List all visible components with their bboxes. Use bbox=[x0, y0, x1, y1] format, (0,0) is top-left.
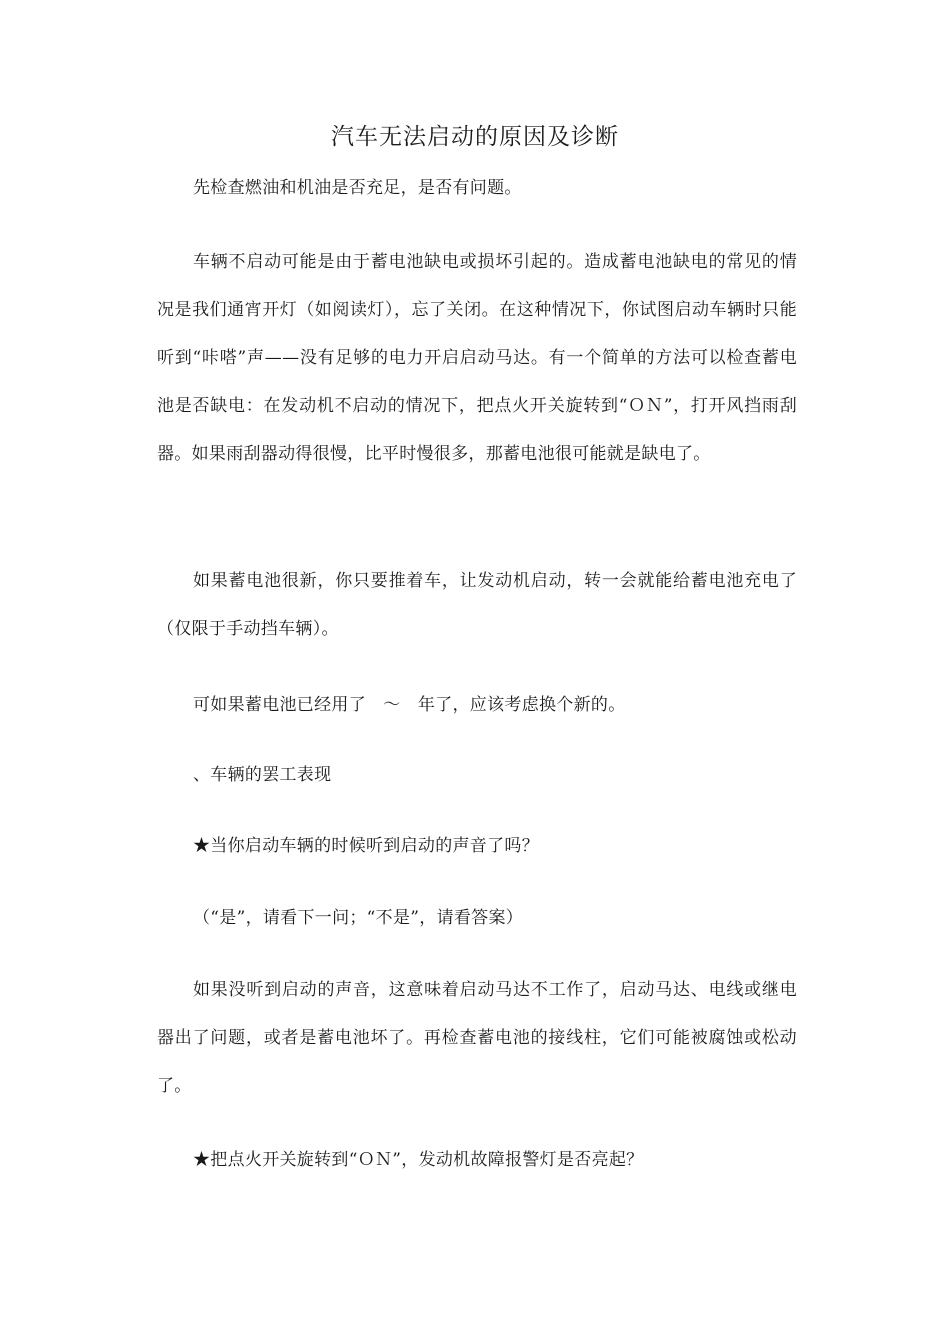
document-title: 汽车无法启动的原因及诊断 bbox=[331, 124, 619, 150]
paragraph-fuel-check: 先检查燃油和机油是否充足，是否有问题。 bbox=[193, 178, 522, 198]
paragraph-starter-motor: 如果没听到启动的声音，这意味着启动马达不工作了，启动马达、电线或继电器出了问题，或者是蓄电池坏了。再检查蓄电池的接线柱，它们可能被腐蚀或松动了。 bbox=[157, 980, 797, 1096]
paragraph-replace-battery: 可如果蓄电池已经用了 ～ 年了，应该考虑换个新的。 bbox=[193, 695, 626, 715]
section-heading-symptoms: 、车辆的罢工表现 bbox=[193, 765, 332, 785]
question-start-sound: ★当你启动车辆的时候听到启动的声音了吗？ bbox=[193, 836, 539, 856]
question-guide: （“是”，请看下一问；“不是”，请看答案） bbox=[193, 908, 524, 928]
paragraph-battery-cause: 车辆不启动可能是由于蓄电池缺电或损坏引起的。造成蓄电池缺电的常见的情况是我们通宵开灯（如阅读灯），忘了关闭。在这种情况下，你试图启动车辆时只能听到“咔嗒”声——没有足够的电力开启启动马达。有一个简单的方法可以检查蓄电池是否缺电：在发动机不启动的情况下，把点火开关旋转到“ＯＮ”，打开风挡雨刮器。如果雨刮器动得很慢，比平时慢很多，那蓄电池很可能就是缺电了。 bbox=[157, 252, 797, 464]
question-warning-light: ★把点火开关旋转到“ＯＮ”，发动机故障报警灯是否亮起？ bbox=[193, 1150, 644, 1170]
paragraph-push-start: 如果蓄电池很新，你只要推着车，让发动机启动，转一会就能给蓄电池充电了（仅限于手动挡车辆）。 bbox=[157, 571, 797, 639]
